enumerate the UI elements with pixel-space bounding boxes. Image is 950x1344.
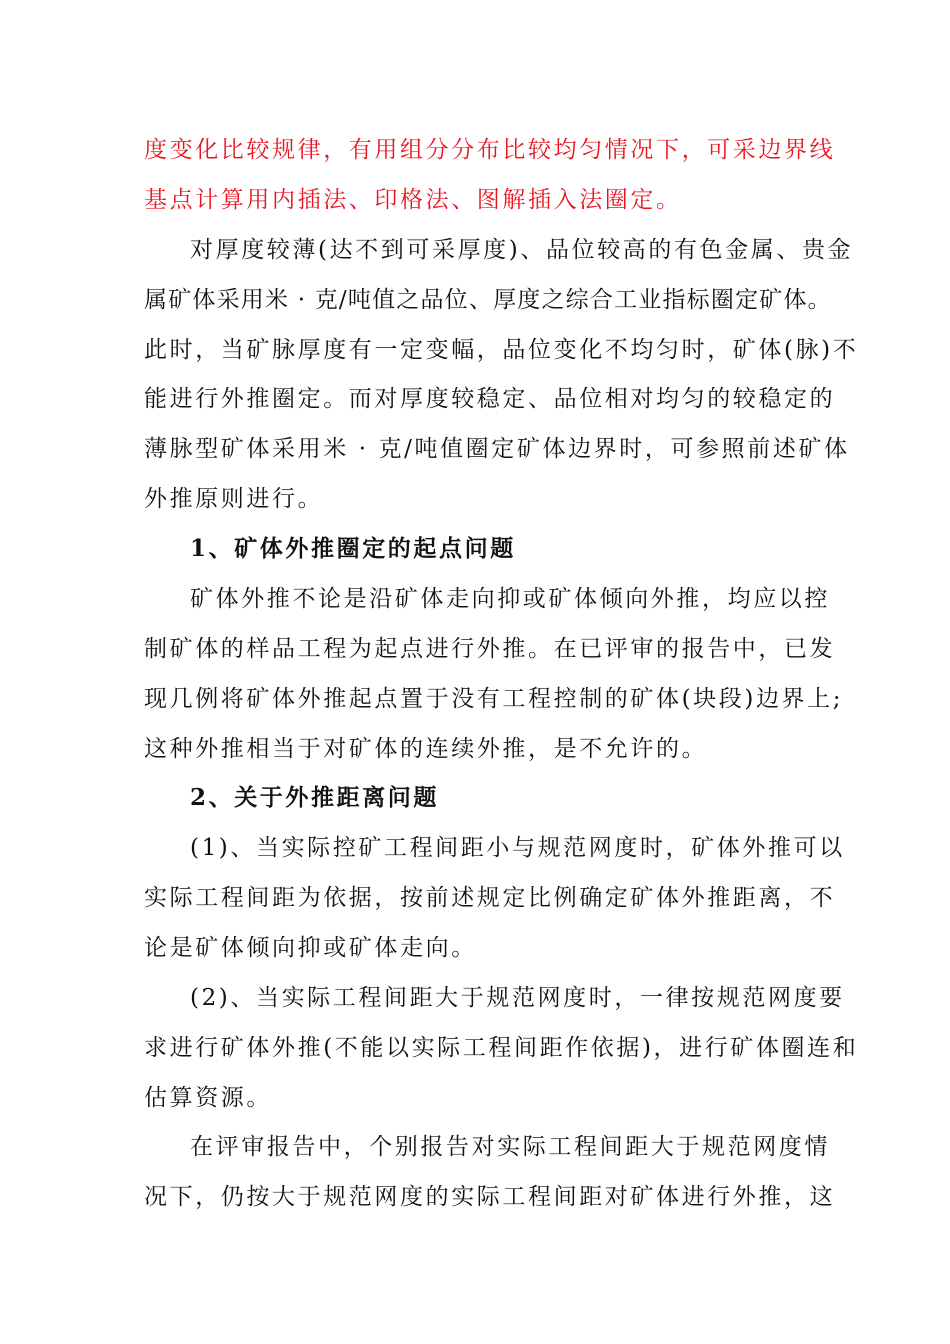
paragraph-line: (1)、当实际控矿工程间距小与规范网度时，矿体外推可以 bbox=[190, 835, 845, 861]
paragraph-line: 现几例将矿体外推起点置于没有工程控制的矿体(块段)边界上; bbox=[144, 686, 844, 712]
paragraph-line: 基点计算用内插法、印格法、图解插入法圈定。 bbox=[144, 187, 682, 213]
paragraph-line: 论是矿体倾向抑或矿体走向。 bbox=[144, 935, 477, 961]
paragraph-line: 外推原则进行。 bbox=[144, 486, 324, 512]
paragraph-line: 况下，仍按大于规范网度的实际工程间距对矿体进行外推，这 bbox=[144, 1184, 836, 1210]
paragraph-line: 度变化比较规律，有用组分分布比较均匀情况下，可采边界线 bbox=[144, 137, 836, 163]
paragraph-line: (2)、当实际工程间距大于规范网度时，一律按规范网度要 bbox=[190, 985, 845, 1011]
paragraph-line: 属矿体采用米 · 克/吨值之品位、厚度之综合工业指标圈定矿体。 bbox=[144, 287, 832, 313]
paragraph-line: 估算资源。 bbox=[144, 1085, 272, 1111]
paragraph-line: 薄脉型矿体采用米 · 克/吨值圈定矿体边界时，可参照前述矿体 bbox=[144, 436, 850, 462]
section-heading: 2、关于外推距离问题 bbox=[190, 784, 440, 811]
paragraph-line: 制矿体的样品工程为起点进行外推。在已评审的报告中，已发 bbox=[144, 636, 836, 662]
section-heading: 1、矿体外推圈定的起点问题 bbox=[190, 535, 516, 562]
paragraph-line: 能进行外推圈定。而对厚度较稳定、品位相对均匀的较稳定的 bbox=[144, 386, 836, 412]
paragraph-line: 对厚度较薄(达不到可采厚度)、品位较高的有色金属、贵金 bbox=[190, 237, 854, 263]
paragraph-line: 此时，当矿脉厚度有一定变幅，品位变化不均匀时，矿体(脉)不 bbox=[144, 337, 859, 363]
paragraph-line: 求进行矿体外推(不能以实际工程间距作依据)，进行矿体圈连和 bbox=[144, 1035, 859, 1061]
paragraph-line: 在评审报告中，个别报告对实际工程间距大于规范网度情 bbox=[190, 1134, 830, 1160]
paragraph-line: 这种外推相当于对矿体的连续外推，是不允许的。 bbox=[144, 736, 708, 762]
paragraph-line: 矿体外推不论是沿矿体走向抑或矿体倾向外推，均应以控 bbox=[190, 586, 830, 612]
paragraph-line: 实际工程间距为依据，按前述规定比例确定矿体外推距离，不 bbox=[144, 885, 836, 911]
